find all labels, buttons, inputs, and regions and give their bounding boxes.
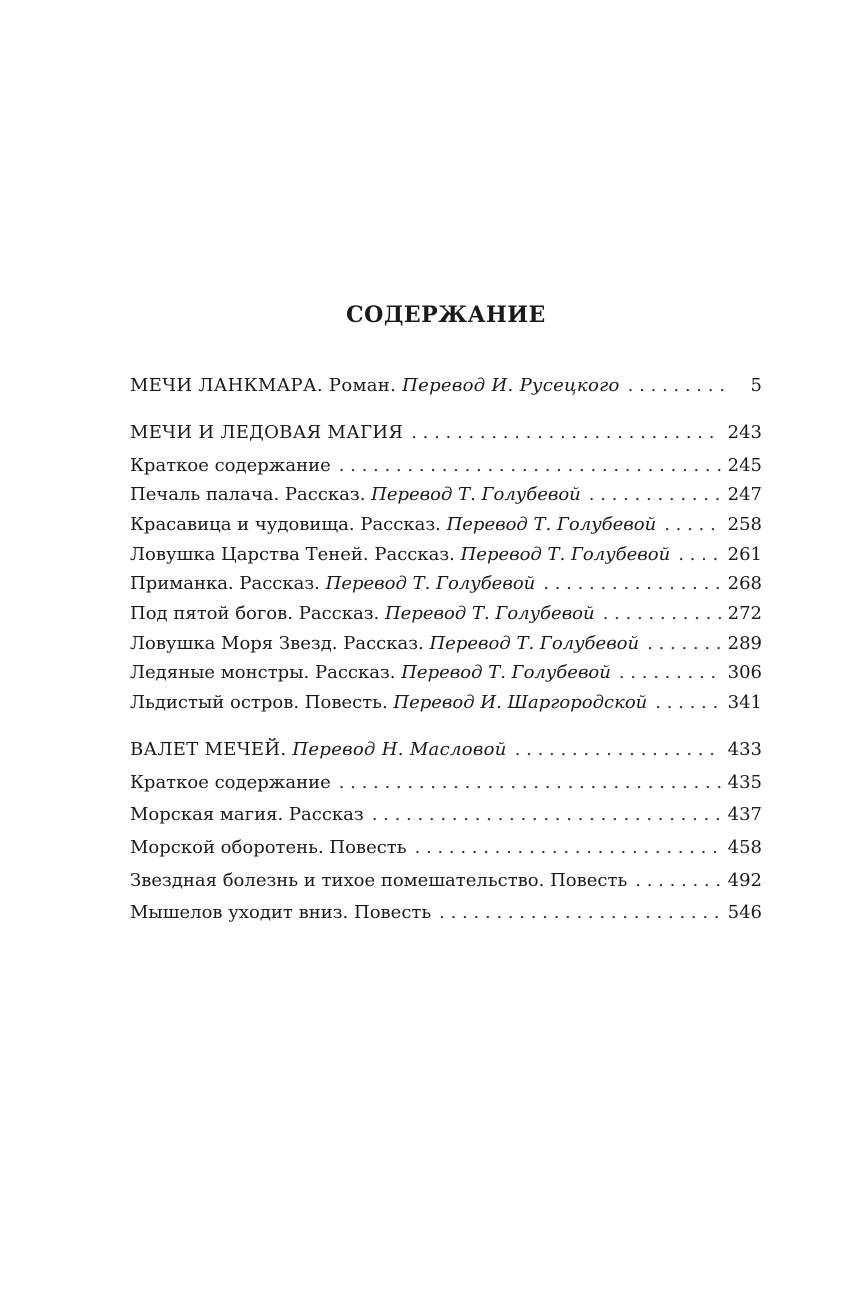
toc-entry (130, 633, 762, 655)
entry-label (130, 662, 611, 684)
entry-title: Мышелов уходит вниз. Повесть (130, 902, 432, 923)
entry-label (130, 544, 670, 566)
entry-page-number: 341 (727, 692, 762, 713)
dot-leader (339, 772, 722, 794)
toc-entry (130, 902, 762, 924)
entry-page-number: 433 (727, 739, 762, 760)
entry-page-number: 258 (727, 514, 762, 535)
entry-page-number: 306 (727, 662, 762, 683)
entry-translator: Перевод Т. Голубевой (446, 514, 657, 535)
entry-title: Ловушка Царства Теней. Рассказ. (130, 544, 461, 565)
dot-leader (411, 422, 721, 444)
dot-leader (439, 902, 721, 924)
entry-title: Красавица и чудовища. Рассказ. (130, 514, 447, 535)
entry-label (130, 739, 507, 761)
entry-title: Краткое содержание (130, 772, 331, 793)
dot-leader (603, 603, 722, 625)
dot-leader (664, 514, 721, 536)
entry-title: Морской оборотень. Повесть (130, 837, 407, 858)
dot-leader (339, 455, 722, 477)
entry-label (130, 514, 656, 536)
toc-entry (130, 455, 762, 477)
dot-leader (635, 870, 721, 892)
entry-translator: Перевод Т. Голубевой (325, 573, 536, 594)
toc-entry (130, 692, 762, 714)
entry-label (130, 573, 535, 595)
entry-title: Ловушка Моря Звезд. Рассказ. (130, 633, 430, 654)
entry-page-number: 272 (727, 603, 762, 624)
dot-leader (628, 375, 726, 397)
entry-title: Краткое содержание (130, 455, 331, 476)
entry-translator: Перевод Т. Голубевой (460, 544, 671, 565)
entry-label (130, 804, 364, 826)
entry-title: МЕЧИ ЛАНКМАРА. Роман. (130, 375, 403, 396)
entry-title: Под пятой богов. Рассказ. (130, 603, 385, 624)
dot-leader (619, 662, 722, 684)
entry-title: Звездная болезнь и тихое помешательство. Повесть (130, 870, 628, 891)
toc-entry (130, 739, 762, 761)
toc-entry (130, 544, 762, 566)
entry-translator: Перевод Т. Голубевой (401, 662, 611, 683)
toc-entry (130, 514, 762, 536)
toc-entry (130, 573, 762, 595)
toc-entry (130, 484, 762, 506)
entry-label (130, 375, 620, 397)
entry-page-number: 289 (727, 633, 762, 654)
toc-entry (130, 837, 762, 859)
entry-page-number: 492 (727, 870, 762, 891)
entry-page-number: 247 (727, 484, 762, 505)
entry-title: Льдистый остров. Повесть. (130, 692, 394, 713)
entry-label (130, 902, 431, 924)
toc-entry (130, 422, 762, 444)
entry-label (130, 837, 407, 859)
entry-translator: Перевод Т. Голубевой (371, 484, 581, 505)
entry-title: Морская магия. Рассказ (130, 804, 364, 825)
toc-entry (130, 603, 762, 625)
dot-leader (543, 573, 721, 595)
entry-page-number: 245 (727, 455, 762, 476)
entry-page-number: 5 (750, 375, 762, 396)
entry-page-number: 268 (727, 573, 762, 594)
entry-label (130, 633, 639, 655)
entry-label (130, 870, 627, 892)
entry-title: Приманка. Рассказ. (130, 573, 326, 594)
entry-label (130, 692, 647, 714)
toc-entry (130, 375, 762, 397)
dot-leader (515, 739, 722, 761)
entry-page-number: 437 (727, 804, 762, 825)
dot-leader (655, 692, 721, 714)
entry-title: Печаль палача. Рассказ. (130, 484, 372, 505)
toc-entry (130, 662, 762, 684)
entry-translator: Перевод И. Шаргородской (393, 692, 648, 713)
entry-translator: Перевод Т. Голубевой (384, 603, 595, 624)
entry-page-number: 458 (727, 837, 762, 858)
entry-page-number: 261 (727, 544, 762, 565)
toc-entry (130, 772, 762, 794)
toc-entry (130, 870, 762, 892)
toc-entry (130, 804, 762, 826)
entry-title: ВАЛЕТ МЕЧЕЙ. (130, 739, 293, 760)
entry-label (130, 772, 331, 794)
entry-page-number: 435 (727, 772, 762, 793)
dot-leader (589, 484, 722, 506)
dot-leader (647, 633, 722, 655)
entry-label (130, 484, 581, 506)
entry-translator: Перевод Н. Масловой (292, 739, 507, 760)
dot-leader (372, 804, 722, 826)
page-title: СОДЕРЖАНИЕ (346, 302, 546, 328)
entry-translator: Перевод И. Русецкого (402, 375, 620, 396)
entry-label (130, 603, 595, 625)
entry-title: МЕЧИ И ЛЕДОВАЯ МАГИЯ (130, 422, 404, 443)
entry-title: Ледяные монстры. Рассказ. (130, 662, 402, 683)
entry-page-number: 546 (727, 902, 762, 923)
dot-leader (678, 544, 721, 566)
entry-page-number: 243 (727, 422, 762, 443)
entry-label (130, 455, 331, 477)
dot-leader (415, 837, 722, 859)
entry-translator: Перевод Т. Голубевой (429, 633, 640, 654)
entry-label (130, 422, 403, 444)
